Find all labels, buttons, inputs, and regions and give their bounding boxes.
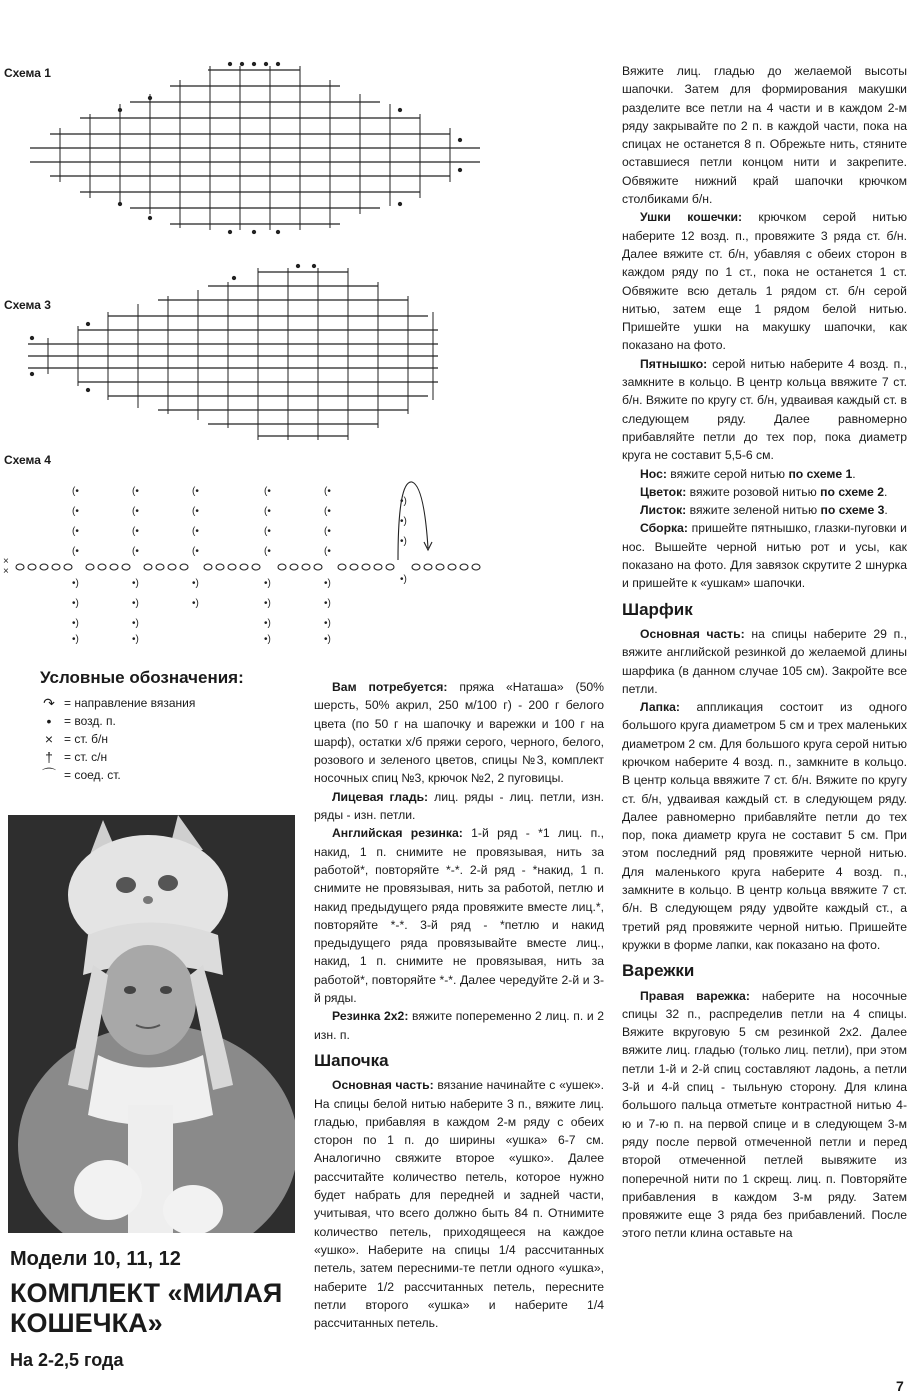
legend-item: × = ст. б/н — [40, 730, 280, 748]
svg-text:•): •) — [400, 496, 407, 507]
svg-text:×: × — [3, 566, 9, 577]
hat-heading: Шапочка — [314, 1050, 389, 1070]
double-crochet-icon: † — [45, 749, 53, 765]
svg-text:•): •) — [72, 578, 79, 589]
svg-text:(•: (• — [132, 486, 139, 497]
svg-text:•): •) — [264, 598, 271, 609]
svg-text:•): •) — [324, 618, 331, 629]
svg-text:•): •) — [132, 598, 139, 609]
direction-arrow-icon: ↷ — [43, 694, 55, 711]
main-title: КОМПЛЕКТ «МИЛАЯ КОШЕЧКА» — [10, 1278, 283, 1338]
svg-text:×: × — [3, 556, 9, 567]
leaf-paragraph: Листок: вяжите зеленой нитью по схеме 3. — [640, 503, 888, 518]
svg-text:•): •) — [72, 618, 79, 629]
svg-text:•): •) — [72, 634, 79, 645]
middle-column — [314, 678, 604, 1332]
chain-stitch-icon: • — [46, 713, 52, 729]
svg-text:•): •) — [324, 634, 331, 645]
svg-text:•): •) — [192, 578, 199, 589]
paw-paragraph: Лапка: аппликация состоит из одного большого круга диаметром 5 см и трех маленьких диаметром 2 см. Для большого круга серой нитью крючком наберите 4 возд. п., замкните в кольцо. В центр кольца ввяжите 7 ст. б/н. Вяжите по кругу ст. б/н, удваивая каждый ст. в следующем ряду. Далее равномерно прибавляйте петли до тех пор, пока диаметр круга не составит 5 см. При этом последний ряд провяжите черной нитью. Для маленького круга наберите 4 возд. п., замкните в кольцо. В центр кольца ввяжите 7 ст. б/н. В следующем ряду удвойте каждый ст., а третий ряд провяжите черной нитью. Пришейте кружки в форме лапки, как показано на фото. — [622, 700, 907, 952]
svg-text:(•: (• — [324, 526, 331, 537]
svg-text:•): •) — [264, 634, 271, 645]
slip-stitch-icon: ⌒ — [42, 767, 56, 783]
svg-text:(•: (• — [192, 486, 199, 497]
scheme-4-label: Схема 4 — [4, 453, 51, 467]
svg-text:(•: (• — [192, 546, 199, 557]
svg-text:•): •) — [72, 598, 79, 609]
rib-2x2-paragraph: Резинка 2х2: вяжите попеременно 2 лиц. п. и 2 изн. п. — [314, 1009, 605, 1042]
scarf-main-paragraph: Основная часть: на спицы наберите 29 п., вяжите английской резинкой до желаемой длины шарфика (в данном случае 105 см). Закройте все петли. — [622, 626, 907, 696]
flower-paragraph: Цветок: вяжите розовой нитью по схеме 2. — [640, 484, 888, 499]
svg-text:(•: (• — [324, 506, 331, 517]
svg-text:(•: (• — [72, 506, 79, 517]
svg-text:(•: (• — [132, 526, 139, 537]
page-number: 7 — [896, 1378, 904, 1394]
svg-text:(•: (• — [324, 546, 331, 557]
svg-text:(•: (• — [264, 486, 271, 497]
age-title: На 2-2,5 года — [10, 1350, 124, 1370]
scheme-3-diagram — [18, 262, 448, 442]
legend-item: ⌒ = соед. ст. — [42, 767, 121, 783]
svg-text:(•: (• — [324, 486, 331, 497]
assembly-paragraph: Сборка: пришейте пятнышко, глазки-пуговки и нос. Вышейте черной нитью рот и усы, как показано на фото. Для завязок скрутите 2 шнурка и пришейте к «ушкам» шапочки. — [622, 521, 907, 591]
svg-text:•): •) — [324, 578, 331, 589]
svg-text:•): •) — [324, 598, 331, 609]
svg-text:•): •) — [400, 516, 407, 527]
svg-text:•): •) — [132, 578, 139, 589]
hat-main-paragraph: Основная часть: вязание начинайте с «ушек». На спицы белой нитью наберите 3 п., вяжите лиц. гладью, прибавляя в каждом 2-м ряду с обеих сторон по 1 п. до ширины «ушка» 6-7 см. Аналогично свяжите второе «ушко». Далее рассчитайте количество петель, которое нужно будет набрать для передней и задней части, учитывая, что всего должно быть 84 п. Отнимите количество петель, приходящееся на каждое «ушко». Наберите на спицы 1/4 рассчитанных петель, затем пересними-те петли одного «ушка», наберите 1/2 рассчитанных петель, пересните петли второго «ушка» и наберите 1/4 рассчитанных петель. — [314, 1078, 604, 1331]
svg-text:(•: (• — [264, 546, 271, 557]
scheme-4-diagram — [0, 470, 500, 645]
svg-text:(•: (• — [192, 526, 199, 537]
svg-text:(•: (• — [192, 506, 199, 517]
svg-text:•): •) — [132, 634, 139, 645]
legend — [40, 668, 280, 784]
scarf-heading: Шарфик — [622, 599, 693, 619]
svg-text:(•: (• — [72, 486, 79, 497]
materials-paragraph: Вам потребуется: пряжа «Наташа» (50% шерсть, 50% акрил, 250 м/100 г) - 200 г белого цвета (по 50 г на шапочку и варежки и 100 г на шарф), остатки х/б пряжи серого, черного, белого, розового и зеленого цветов, спицы №3, комплект носочных спиц №3, крючок №2, 2 пуговицы. — [314, 680, 605, 786]
single-crochet-icon: × — [44, 731, 54, 747]
models-title: Модели 10, 11, 12 — [10, 1248, 181, 1270]
nose-paragraph: Нос: вяжите серой нитью по схеме 1. — [640, 466, 856, 481]
svg-text:•): •) — [400, 574, 407, 585]
svg-text:•): •) — [132, 618, 139, 629]
svg-text:(•: (• — [132, 546, 139, 557]
hat-continue-paragraph: Вяжите лиц. гладью до желаемой высоты шапочки. Затем для формирования макушки разделите все петли на 4 части и в каждом 2-м ряду закрывайте по 2 п. в каждой части, пока на спицах не останется 8 п. Обрежьте нить, стяните оставшиеся петли концом нити и закрепите. Обвяжите нижний край шапочки крючком столбиками б/н. — [622, 64, 907, 207]
svg-text:(•: (• — [132, 506, 139, 517]
cat-ears-paragraph: Ушки кошечки: крючком серой нитью наберите 12 возд. п., провяжите 3 ряда ст. б/н. Далее вяжите ст. б/н, убавляя с обеих сторон в каждом ряду по 1 ст., пока не останется 1 ст. Обвяжите всю деталь 1 рядом ст. б/н серой нитью, затем еще 1 рядом белой нитью. Пришейте ушки на макушку шапочки, как показано на фото. — [622, 210, 908, 353]
svg-text:•): •) — [264, 618, 271, 629]
legend-title: Условные обозначения: — [40, 668, 244, 687]
mittens-heading: Варежки — [622, 961, 695, 981]
svg-text:(•: (• — [72, 546, 79, 557]
svg-text:(•: (• — [264, 526, 271, 537]
svg-text:•): •) — [192, 598, 199, 609]
svg-text:•): •) — [400, 536, 407, 547]
english-rib-paragraph: Английская резинка: 1-й ряд - *1 лиц. п., накид, 1 п. снимите не провязывая, нить за работой*, повторяйте *-*. 2-й ряд - *накид, 1 п. снимите не провязывая, нить за работой, петлю и накид предыдущего ряда провяжите вместе лиц.*, повторяйте *-*. 3-й ряд - *петлю и накид предыдущего ряда провязывайте вместе лиц., накид, 1 п. снимите не провязывая, нить за работой*, повторяйте *-*. Далее чередуйте 2-й и 3-й ряды. — [314, 826, 604, 1006]
scheme-1-label: Схема 1 — [4, 66, 51, 80]
child-photo-illustration — [8, 815, 295, 1233]
legend-item: † = ст. с/н — [40, 748, 280, 766]
legend-item: ↷ = направление вязания — [40, 694, 280, 712]
legend-item: • = возд. п. — [40, 712, 280, 730]
svg-text:(•: (• — [72, 526, 79, 537]
svg-text:(•: (• — [264, 506, 271, 517]
stockinette-paragraph: Лицевая гладь: лиц. ряды - лиц. петли, изн. ряды - изн. петли. — [314, 789, 604, 823]
photo — [8, 815, 295, 1233]
scheme-1-diagram — [20, 58, 490, 238]
right-column — [622, 62, 907, 1243]
svg-text:•): •) — [264, 578, 271, 589]
spot-paragraph: Пятнышко: серой нитью наберите 4 возд. п., замкните в кольцо. В центр кольца ввяжите 7 ст. б/н. Вяжите по кругу ст. б/н, удваивая каждый ст. в следующем ряду. Далее равномерно прибавляйте петли до тех пор, пока диаметр круга не составит 5,5-6 см. — [622, 356, 907, 463]
scheme-3-label: Схема 3 — [4, 298, 51, 312]
right-mitten-paragraph: Правая варежка: наберите на носочные спицы 32 п., распределив петли на 4 спицы. Вяжите вкруговую 5 см резинкой 2х2. Далее вяжите лиц. гладью (только лиц. петли), при этом петли 1-й и 2-й спиц составляют ладонь, а петли 3-й и 4-й спиц - тыльную сторону. Для клина большого пальца отметьте контрастной нитью 4-ю и 7-ю п. на первой спице и в следующем 3-м ряду после первой отмеченной петли и перед второй отмеченной петлей вывяжите из поперечной нити по 1 скрещ. лиц. п. Повторяйте прибавления в каждом 3-м ряду. Затем провяжите еще 3 ряда без прибавлений. После этого петли клина оставьте на — [622, 988, 907, 1241]
